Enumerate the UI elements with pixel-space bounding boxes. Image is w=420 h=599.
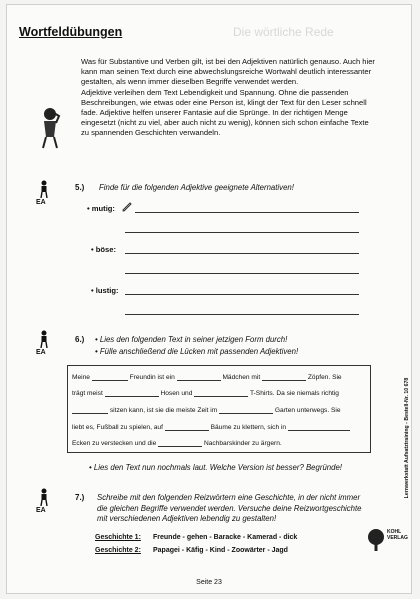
cloze-text: Meine (72, 374, 90, 381)
student-figure-icon (37, 488, 51, 506)
student-figure-icon (37, 330, 51, 348)
cloze-gap[interactable] (262, 372, 306, 381)
task-5-number: 5.) (75, 183, 85, 192)
adjective-lustig: • lustig: (91, 286, 119, 295)
thinking-figure-icon (35, 105, 65, 149)
ea-label: EA (36, 199, 46, 206)
story-1-words: Freunde - gehen - Baracke - Kamerad - dick (153, 534, 298, 541)
cloze-gap[interactable] (194, 388, 248, 397)
page-title: Wortfeldübungen (19, 25, 123, 39)
cloze-text: Bäume zu klettern, sich in (210, 424, 287, 431)
intro-paragraph-1: Was für Substantive und Verben gilt, ist bei den Adjektiven natürlich genauso. Auch hier kann man seinen Text durch eine abwechslungsreiche Wortwahl deutlich interessanter gestalten, als wenn immer dieselben Begriffe verwendet werden. (81, 57, 375, 87)
story-2-label: Geschichte 2: (95, 547, 141, 554)
adjective-mutig: • mutig: (87, 204, 115, 213)
cloze-text: Ecken zu verstecken und die (72, 440, 157, 447)
page-number: Seite 23 (196, 579, 222, 586)
pencil-icon (121, 200, 133, 212)
tree-logo-icon (363, 527, 389, 553)
student-figure-icon (37, 180, 51, 198)
intro-paragraph-2: Adjektive verleihen dem Text Lebendigkeit und Spannung. Ohne die passenden Beschreibungen, wie etwas oder eine Person ist, klingt der Text für den Leser schnell fade. Adjektive helfen unserer Fantasie auf die Sprünge. In der richtigen Menge eingesetzt (nicht zu viel, aber auch nicht zu wenig), können sich schon einfache Texte zu spannenden Geschichten verwandeln. (81, 87, 369, 138)
cloze-gap[interactable] (219, 405, 273, 414)
cloze-text: Mädchen mit (222, 374, 261, 381)
answer-line[interactable] (125, 253, 359, 254)
publisher-sidebar-text: Lernwerkstatt Aufsatztraining - Bestell-Nr. 10 678 (404, 377, 410, 499)
task-6-number: 6.) (75, 335, 85, 344)
story-1-label: Geschichte 1: (95, 534, 141, 541)
cloze-gap[interactable] (158, 438, 202, 447)
task-5-question: Finde für die folgenden Adjektive geeignete Alternativen! (99, 183, 294, 192)
adjective-boese: • böse: (91, 245, 117, 254)
intro-text (81, 57, 377, 139)
cloze-text: Garten unterwegs. Sie (274, 407, 341, 414)
answer-line[interactable] (125, 273, 359, 274)
cloze-text: liebt es, Fußball zu spielen, auf (72, 424, 163, 431)
cloze-row (72, 405, 341, 414)
cloze-gap[interactable] (105, 388, 159, 397)
cloze-text: sitzen kann, ist sie die meiste Zeit im (109, 407, 218, 414)
story-2-words: Papagei - Käfig - Kind - Zoowärter - Jagd (153, 547, 288, 554)
publisher-logo-text: KOHL VERLAG (387, 529, 408, 541)
publisher-logo (363, 527, 411, 567)
task-7-number: 7.) (75, 493, 85, 502)
cloze-text: T-Shirts. Da sie niemals richtig (249, 390, 339, 397)
ea-label: EA (36, 349, 46, 356)
ea-label: EA (36, 507, 46, 514)
cloze-text: Zöpfen. Sie (307, 374, 342, 381)
cloze-gap[interactable] (72, 405, 108, 414)
task-6-followup: • Lies den Text nun nochmals laut. Welche Version ist besser? Begründe! (89, 463, 342, 472)
cloze-gap[interactable] (177, 372, 221, 381)
answer-line[interactable] (125, 314, 359, 315)
worksheet-page (6, 4, 412, 594)
cloze-gap[interactable] (165, 422, 209, 431)
cloze-row (72, 438, 282, 447)
cloze-text-box (67, 365, 371, 453)
cloze-row (72, 388, 339, 397)
task-7-question: Schreibe mit den folgenden Reizwörtern eine Geschichte, in der nicht immer die gleichen Begriffe verwendet werden. Versuche deine Reizwortgeschichte mit verschiedenen Adjektiven lebendig zu gestalten! (97, 493, 362, 523)
answer-line[interactable] (125, 232, 359, 233)
cloze-text: Nachbarskinder zu ärgern. (204, 440, 282, 447)
task-6-question-1: • Lies den folgenden Text in seiner jetzigen Form durch! (95, 335, 288, 344)
answer-line[interactable] (125, 294, 359, 295)
answer-line[interactable] (135, 212, 359, 213)
cloze-text: trägt meist (72, 390, 103, 397)
cloze-gap[interactable] (92, 372, 128, 381)
cloze-gap[interactable] (288, 422, 350, 431)
cloze-text: Hosen und (160, 390, 193, 397)
cloze-text: Freundin ist ein (129, 374, 175, 381)
cloze-row (72, 372, 342, 381)
cloze-row (72, 422, 350, 431)
bleed-through-title: Die wörtliche Rede (233, 25, 334, 39)
task-6-question-2: • Fülle anschließend die Lücken mit passenden Adjektiven! (95, 347, 299, 356)
